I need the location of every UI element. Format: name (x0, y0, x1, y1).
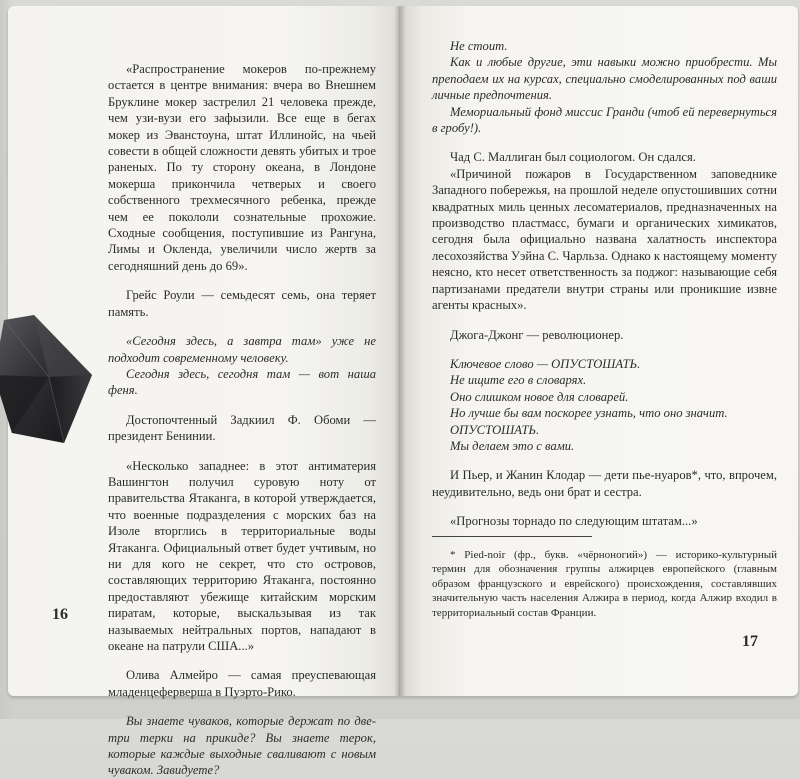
right-page (400, 6, 798, 696)
right-paragraph-13: И Пьер, и Жанин Клодар — дети пье-нуаров*, что, впрочем, неудивительно, ведь они брат и сестра. (432, 468, 777, 499)
footnote-divider (432, 536, 592, 537)
left-paragraph-7: Олива Алмейро — самая преуспевающая младенцеферверша в Пуэрто-Рико. (108, 668, 376, 699)
left-paragraph-2: Грейс Роули — семьдесят семь, она теряет память. (108, 288, 376, 319)
right-paragraph-9: Оно слишком новое для словарей. (450, 389, 629, 404)
right-paragraph-10: Но лучше бы вам поскорее узнать, что оно значит. (450, 406, 728, 421)
left-page-text (108, 61, 376, 779)
left-paragraph-5: Достопочтенный Задкиил Ф. Обоми — президент Бенинии. (108, 412, 376, 444)
right-paragraph-3: Мемориальный фонд миссис Гранди (чтоб ей перевернуться в гробу!). (432, 104, 777, 136)
left-paragraph-3: «Сегодня здесь, а завтра там» уже не подходит современному человеку. (108, 334, 376, 365)
left-paragraph-1: «Распространение мокеров по-прежнему остается в центре внимания: вчера во Внешнем Бруклине мокер застрелил 21 человека прежде, чем узи-вузи его зафызили. Все еще в бегах мокер из Эванстоуна, штат Иллинойс, на чьей совести в общей сложности девять убитых и трое раненых. По ту сторону океана, в Лондоне мокерша прикончила четверых и своего собственного трехмесячного ребенка, прежде чем ее покололи сознательные прохожие. Сходные сообщения, поступившие из Рангуна, Лимы и Окленда, увеличили число жертв за сегодняшний день до 69». (108, 62, 376, 273)
right-paragraph-12: Мы делаем это с вами. (450, 438, 575, 453)
right-paragraph-7: Ключевое слово — ОПУСТОШАТЬ. (450, 356, 641, 371)
right-paragraph-11: ОПУСТОШАТЬ. (450, 422, 540, 437)
book-spine-shadow (394, 6, 406, 696)
right-paragraph-1: Не стоит. (450, 39, 508, 53)
open-book (8, 6, 798, 778)
right-paragraph-2: Как и любые другие, эти навыки можно приобрести. Мы преподаем их на курсах, специально смоделированных под ваши личные предпочтения. (432, 55, 777, 103)
left-paragraph-8: Вы знаете чуваков, которые держат по две-три терки на прикиде? Вы знаете терок, которые каждые выходные сваливают с новым чуваком. Завидуете? (108, 714, 376, 778)
right-paragraph-14: «Прогнозы торнадо по следующим штатам...» (450, 514, 698, 529)
right-paragraph-6: Джога-Джонг — революционер. (450, 327, 624, 342)
right-paragraph-4: Чад С. Маллиган был социологом. Он сдался. (450, 150, 696, 165)
footnote: * Pied-noir (фр., букв. «чёрноногий») — историко-культурный термин для обозначения группы алжирцев европейского (главным образом французского и еврейского) происхождения, составлявших значительную часть населения Алжира в период, когда Алжир входил в территориальный состав Франции. (432, 548, 777, 619)
right-paragraph-5: «Причиной пожаров в Государственном заповеднике Западного побережья, на прошлой неделе опустошивших сотни квадратных миль ценных лесоматериалов, предназначенных на производство пластмасс, бумаги и органических химикатов, сегодня была официально названа халатность инспектора лесохозяйства Уэйна С. Чарльза. Однако к настоящему моменту неясно, кто несет ответственность за поджог: называющие себя партизанами предатели внутри страны или проникшие извне агенты красных». (432, 166, 777, 313)
dark-stone-object (0, 315, 99, 450)
page-number-right: 17 (742, 633, 758, 650)
right-page-text (432, 38, 777, 632)
left-paragraph-4: Сегодня здесь, сегодня там — вот наша феня. (108, 366, 376, 398)
page-number-left: 16 (52, 606, 68, 623)
left-paragraph-6: «Несколько западнее: в этот антиматерия Вашингтон получил суровую ноту от правительства Ятаканга, в которой утверждается, что военные подразделения с морских баз на Изоле вторглись в территориальные воды Ятаканга. Официальный ответ будет учтивым, но ни для кого не секрет, что сто островов, составляющих территорию Ятаканга, постоянно предоставляют убежище китайским морским пиратам, которые, выскальзывая из так называемых нейтральных портов, нападают в океане на патрули США...» (108, 458, 376, 653)
right-paragraph-8: Не ищите его в словарях. (450, 373, 587, 388)
